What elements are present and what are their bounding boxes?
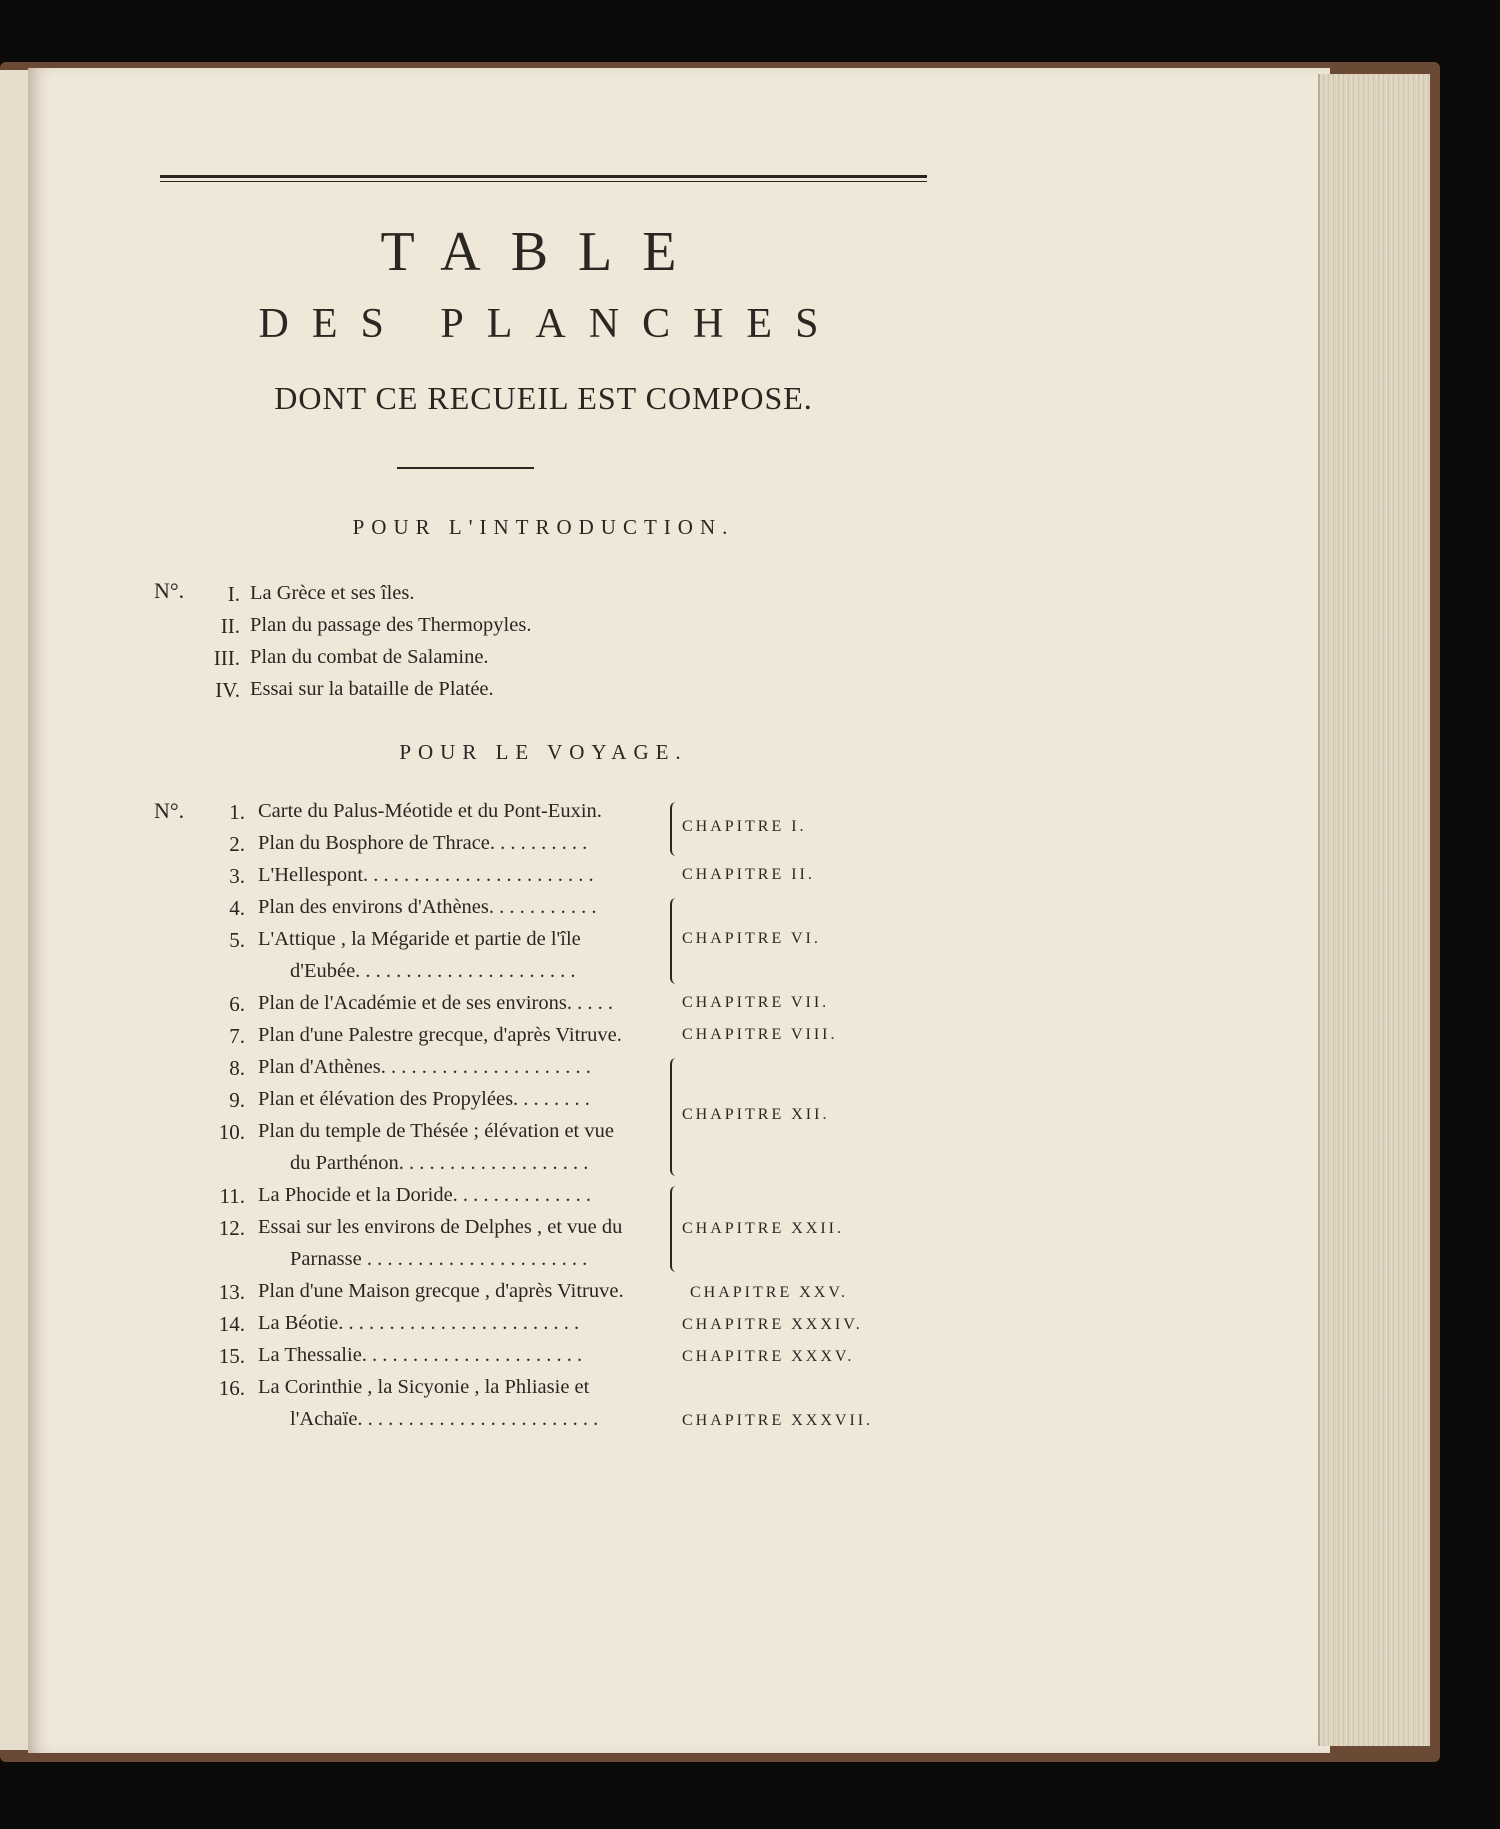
intro-item-number: III. <box>213 646 240 670</box>
plate-title: La Corinthie , la Sicyonie , la Phliasie et <box>258 1376 590 1398</box>
plate-title-continued: Parnasse . . . . . . . . . . . . . . . . . . . . . . <box>290 1248 588 1270</box>
plate-number: 15. <box>218 1344 245 1368</box>
facing-page-edge <box>0 70 30 1750</box>
plate-number: 4. <box>229 896 245 920</box>
divider <box>397 467 534 469</box>
chapter-reference: CHAPITRE XII. <box>682 1106 830 1123</box>
chapter-reference: CHAPITRE VII. <box>682 994 830 1011</box>
plate-number: 7. <box>229 1024 245 1048</box>
plate-title: Carte du Palus-Méotide et du Pont-Euxin. <box>258 800 602 822</box>
plate-title-continued: d'Eubée. . . . . . . . . . . . . . . . . . . . . . <box>290 960 576 982</box>
top-rule <box>160 175 927 178</box>
plate-title: La Béotie. . . . . . . . . . . . . . . . . . . . . . . . <box>258 1312 580 1334</box>
chapter-reference: CHAPITRE XXXV. <box>682 1348 855 1365</box>
chapter-reference: CHAPITRE VI. <box>682 930 821 947</box>
plate-number: 14. <box>218 1312 245 1336</box>
chapter-reference: CHAPITRE II. <box>682 866 815 883</box>
page-title: TABLE <box>380 221 707 283</box>
plate-number: 1. <box>229 800 245 824</box>
group-brace <box>670 802 682 856</box>
plate-title: Plan d'Athènes. . . . . . . . . . . . . . . . . . . . . <box>258 1056 591 1078</box>
plate-number: 10. <box>218 1120 245 1144</box>
intro-item-number: II. <box>220 614 240 638</box>
voyage-number-label: N°. <box>154 798 185 823</box>
plate-number: 6. <box>229 992 245 1016</box>
intro-item-text: Plan du combat de Salamine. <box>250 646 489 668</box>
intro-item-text: Essai sur la bataille de Platée. <box>250 678 494 700</box>
intro-item-text: La Grèce et ses îles. <box>250 582 415 604</box>
group-brace <box>670 898 682 984</box>
chapter-reference: CHAPITRE XXXVII. <box>682 1412 874 1429</box>
plate-number: 12. <box>218 1216 245 1240</box>
top-rule-thin <box>160 181 927 182</box>
intro-item-number: I. <box>227 582 240 606</box>
page-subtitle-2: DONT CE RECUEIL EST COMPOSE. <box>274 380 813 416</box>
plate-title: Essai sur les environs de Delphes , et vue du <box>258 1216 623 1238</box>
plate-number: 9. <box>229 1088 245 1112</box>
plate-title: La Thessalie. . . . . . . . . . . . . . . . . . . . . . <box>258 1344 583 1366</box>
intro-item-number: IV. <box>215 678 240 702</box>
intro-number-label: N°. <box>154 578 185 603</box>
plate-number: 8. <box>229 1056 245 1080</box>
chapter-reference: CHAPITRE XXXIV. <box>682 1316 863 1333</box>
plate-number: 16. <box>218 1376 245 1400</box>
plate-title-continued: l'Achaïe. . . . . . . . . . . . . . . . . . . . . . . . <box>290 1408 599 1430</box>
plate-title: Plan du temple de Thésée ; élévation et vue <box>258 1120 614 1142</box>
plate-title: Plan d'une Maison grecque , d'après Vitruve. <box>258 1280 624 1302</box>
plate-number: 11. <box>219 1184 245 1208</box>
plate-title: Plan du Bosphore de Thrace. . . . . . . . . . <box>258 832 588 854</box>
plate-title: Plan de l'Académie et de ses environs. . . . . <box>258 992 613 1014</box>
chapter-reference: CHAPITRE I. <box>682 818 807 835</box>
group-brace <box>670 1186 682 1272</box>
section-heading-voyage: POUR LE VOYAGE. <box>399 740 688 764</box>
intro-item-text: Plan du passage des Thermopyles. <box>250 614 532 636</box>
section-heading-intro: POUR L'INTRODUCTION. <box>352 515 735 539</box>
chapter-reference: CHAPITRE VIII. <box>682 1026 838 1043</box>
group-brace <box>670 1058 682 1176</box>
plate-title: Plan et élévation des Propylées. . . . . . . . <box>258 1088 590 1110</box>
plate-number: 2. <box>229 832 245 856</box>
page-edges <box>1318 74 1430 1746</box>
plate-title: Plan des environs d'Athènes. . . . . . . . . . . <box>258 896 597 918</box>
plate-title: L'Hellespont. . . . . . . . . . . . . . . . . . . . . . . <box>258 864 594 886</box>
page-subtitle: DES PLANCHES <box>258 301 842 347</box>
plate-number: 5. <box>229 928 245 952</box>
plate-number: 13. <box>218 1280 245 1304</box>
plate-title: L'Attique , la Mégaride et partie de l'île <box>258 928 581 950</box>
plate-number: 3. <box>229 864 245 888</box>
plate-title: Plan d'une Palestre grecque, d'après Vitruve. <box>258 1024 622 1046</box>
chapter-reference: CHAPITRE XXV. <box>690 1284 848 1301</box>
plate-title-continued: du Parthénon. . . . . . . . . . . . . . . . . . . <box>290 1152 589 1174</box>
plate-title: La Phocide et la Doride. . . . . . . . . . . . . . <box>258 1184 592 1206</box>
chapter-reference: CHAPITRE XXII. <box>682 1220 844 1237</box>
